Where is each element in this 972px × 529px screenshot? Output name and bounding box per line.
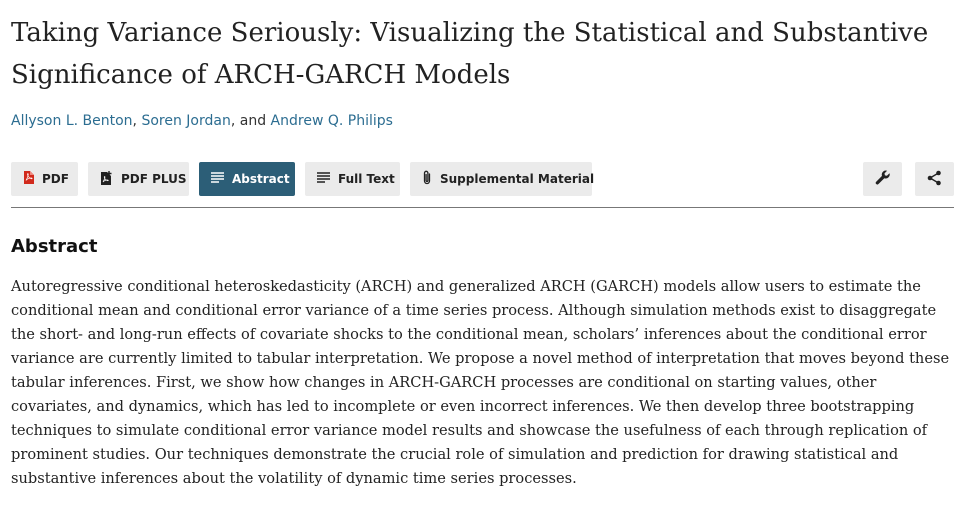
tools-button[interactable] [863, 162, 902, 196]
abstract-tab[interactable] [199, 162, 295, 196]
full-text-button[interactable] [305, 162, 400, 196]
pdf-button[interactable] [11, 162, 78, 196]
share-button[interactable] [915, 162, 954, 196]
pdf-label: PDF [42, 172, 69, 186]
abstract-heading: Abstract [11, 236, 98, 257]
full-text-label: Full Text [338, 172, 395, 186]
author-link-2[interactable]: Soren Jordan [141, 113, 231, 129]
article-toolbar [11, 162, 954, 196]
author-separator: , [132, 113, 142, 129]
author-list [11, 113, 393, 129]
abstract-tab-label: Abstract [232, 172, 290, 186]
supplemental-label: Supplemental Material [440, 172, 595, 186]
article-title: Taking Variance Seriously: Visualizing the Statistical and Substantive Significance of ARCH-GARCH Models [11, 18, 929, 90]
lines-icon [211, 172, 224, 186]
pdf-plus-button[interactable] [88, 162, 189, 196]
pdf-plus-icon [100, 171, 113, 188]
wrench-icon [875, 170, 891, 189]
author-separator: , and [230, 113, 271, 129]
abstract-text: Autoregressive conditional heteroskedasticity (ARCH) and generalized ARCH (GARCH) models allow users to estimate the conditional mean and conditional error variance of a time series process. Although simulation methods exist to disaggregate the short- and long-run effects of covariate shocks to the conditional mean, scholars’ inferences about the conditional error variance are currently limited to tabular interpretation. We propose a novel method of interpretation that moves beyond these tabular inferences. First, we show how changes in ARCH-GARCH processes are conditional on starting values, other covariates, and dynamics, which has led to incomplete or even incorrect inferences. We then develop three bootstrapping techniques to simulate conditional error variance model results and showcase the usefulness of each through replication of prominent studies. Our techniques demonstrate the crucial role of simulation and prediction for drawing statistical and substantive inferences about the volatility of dynamic time series processes. [11, 278, 950, 487]
pdf-plus-label: PDF PLUS [121, 172, 187, 186]
pdf-icon [23, 171, 34, 187]
lines-icon [317, 172, 330, 186]
author-link-1[interactable]: Allyson L. Benton [11, 113, 133, 129]
share-icon [927, 170, 942, 189]
author-link-3[interactable]: Andrew Q. Philips [270, 113, 393, 129]
supplemental-material-button[interactable] [410, 162, 595, 196]
section-divider [11, 207, 954, 208]
paperclip-icon [422, 170, 432, 188]
